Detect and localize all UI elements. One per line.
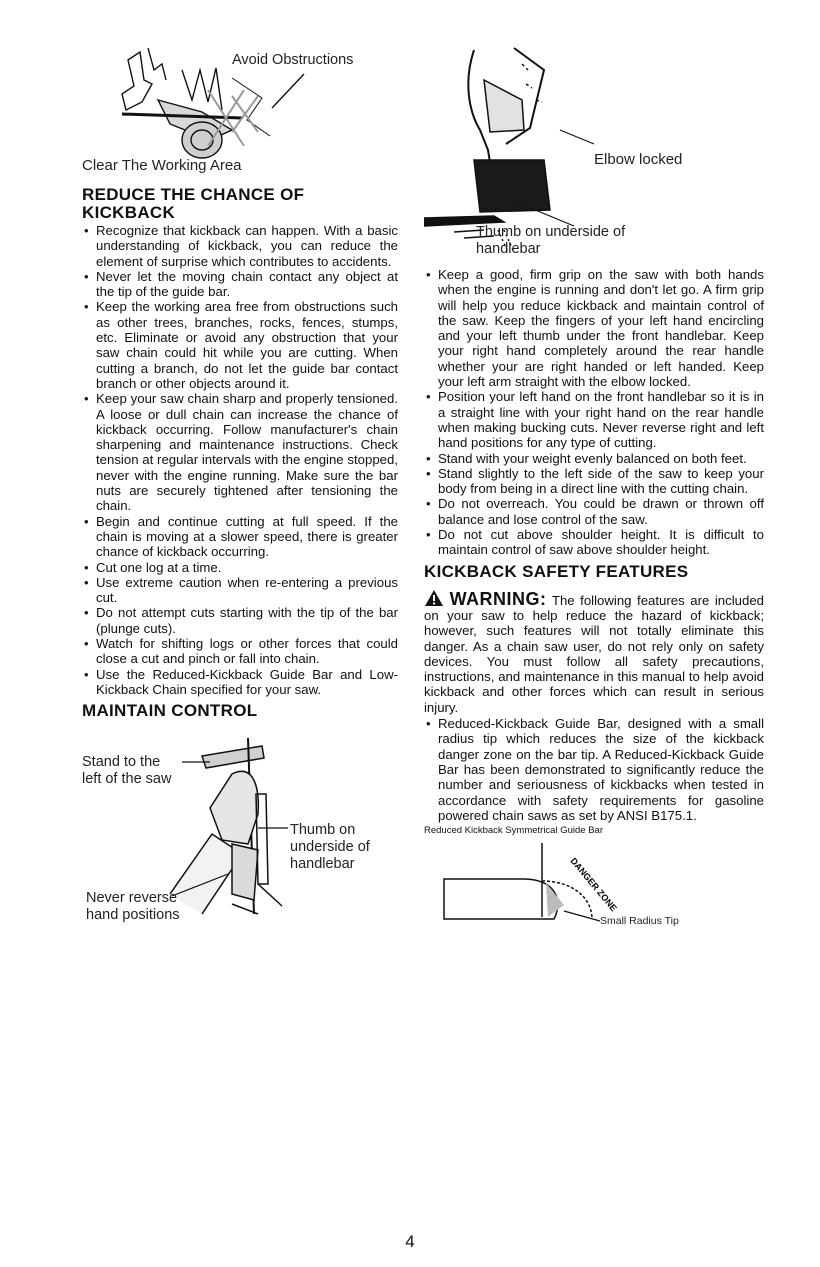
avoid-obstructions-label: Avoid Obstructions <box>232 52 354 68</box>
pointer-line <box>272 74 304 108</box>
maintain-control-figure <box>82 724 398 924</box>
guide-bar-figure-caption: Reduced Kickback Symmetrical Guide Bar <box>424 825 603 837</box>
grip-figure <box>424 40 764 262</box>
never-reverse-label-line2: hand positions <box>86 907 180 924</box>
right-column <box>424 40 764 929</box>
clear-working-area-caption: Clear The Working Area <box>82 157 242 174</box>
kickback-heading-line2: KICKBACK <box>82 203 176 222</box>
danger-zone-label: DANGER ZONE <box>568 855 619 914</box>
kickback-bullet: • Do not attempt cuts starting with the tip of the bar (plunge cuts). <box>82 605 398 636</box>
control-bullet: • Keep a good, firm grip on the saw with both hands when the engine is running and don't let go. A firm grip will help you reduce kickback and maintain control of the saw. Keep the fingers of your left hand encircling and your left thumb under the front handlebar. Keep your right hand completely around the rear handle whether your are right handed or left handed. Keep your left arm straight with the elbow locked. <box>424 267 764 389</box>
kickback-bullet: • Never let the moving chain contact any object at the tip of the guide bar. <box>82 269 398 300</box>
kickback-bullet: • Recognize that kickback can happen. With a basic understanding of kickback, you can reduce the element of surprise which contributes to accidents. <box>82 223 398 269</box>
kickback-bullet-list <box>82 223 398 697</box>
small-radius-tip-label: Small Radius Tip <box>600 915 679 928</box>
left-column <box>82 40 398 924</box>
kickback-bullet: • Cut one log at a time. <box>82 560 398 575</box>
clear-working-area-figure <box>82 40 398 180</box>
warning-paragraph <box>424 589 764 715</box>
stand-left-label-line1: Stand to the <box>82 754 161 771</box>
control-bullet: • Stand slightly to the left side of the saw to keep your body from being in a direct line with the cutting chain. <box>424 466 764 497</box>
control-bullet: • Do not overreach. You could be drawn or thrown off balance and lose control of the saw. <box>424 496 764 527</box>
pointer-line <box>564 911 600 921</box>
kickback-bullet: • Use extreme caution when re-entering a previous cut. <box>82 575 398 606</box>
thumb-label-line3: handlebar <box>290 856 355 873</box>
guide-bar-illustration <box>424 839 764 929</box>
safety-features-heading: KICKBACK SAFETY FEATURES <box>424 561 689 581</box>
warning-triangle-icon <box>424 589 444 607</box>
thumb-label-line2: underside of <box>290 839 370 856</box>
never-reverse-label-line1: Never reverse <box>86 890 178 907</box>
control-bullet-list <box>424 267 764 558</box>
guide-bar-figure <box>424 839 764 929</box>
safety-bullet: • Reduced-Kickback Guide Bar, designed with a small radius tip which reduces the size of the kickback danger zone on the bar tip. A Reduced-Kickback Guide Bar has been demonstrated to significantly reduce the number and seriousness of kickbacks when tested in accordance with safety requirements for gasoline powered chain saws as set by ANSI B175.1. <box>424 716 764 823</box>
stand-left-label-line2: left of the saw <box>82 771 172 788</box>
kickback-bullet: • Use the Reduced-Kickback Guide Bar and Low-Kickback Chain specified for your saw. <box>82 667 398 698</box>
pointer-line <box>560 130 594 144</box>
kickback-bullet: • Keep your saw chain sharp and properly tensioned. A loose or dull chain can increase the chance of kickback occurring. Follow manufacturer's chain sharpening and maintenance instructions. Check tension at regular intervals with the engine stopped, never with the engine running. Make sure the bar nuts are securely tightened after tensioning the chain. <box>82 391 398 513</box>
control-bullet: • Position your left hand on the front handlebar so it is in a straight line with your right hand on the rear handle when making bucking cuts. Never reverse right and left hand positions for any type of cutting. <box>424 389 764 450</box>
kickback-bullet: • Watch for shifting logs or other forces that could close a cut and pinch or fall into chain. <box>82 636 398 667</box>
warning-word: WARNING: <box>449 588 547 609</box>
kickback-heading-line1: REDUCE THE CHANCE OF <box>82 185 305 204</box>
control-bullet: • Stand with your weight evenly balanced on both feet. <box>424 451 764 466</box>
kickback-bullet: • Keep the working area free from obstructions such as other trees, branches, rocks, fences, stumps, etc. Eliminate or avoid any obstruction that your saw chain could hit while you are cutting. When cutting a branch, do not let the guide bar contact branch or other objects around it. <box>82 299 398 391</box>
grip-thumb-label-line1: Thumb on underside of <box>476 224 626 240</box>
elbow-locked-label: Elbow locked <box>594 151 683 168</box>
safety-bullet-list <box>424 716 764 823</box>
kickback-bullet: • Begin and continue cutting at full speed. If the chain is moving at a slower speed, there is greater chance of kickback occurring. <box>82 514 398 560</box>
thumb-label-line1: Thumb on <box>290 822 356 839</box>
page-number: 4 <box>405 1232 415 1251</box>
control-bullet: • Do not cut above shoulder height. It is difficult to maintain control of saw above shoulder height. <box>424 527 764 558</box>
warning-text: The following features are included on your saw to help reduce the hazard of kickback; however, such features will not totally eliminate this danger. As a chain saw user, do not rely only on safety devices. You must follow all safety precautions, instructions, and maintenance in this manual to help avoid kickback and other forces which can result in serious injury. <box>424 592 764 715</box>
maintain-control-heading: MAINTAIN CONTROL <box>82 701 258 721</box>
grip-thumb-label-line2: handlebar <box>476 241 541 257</box>
